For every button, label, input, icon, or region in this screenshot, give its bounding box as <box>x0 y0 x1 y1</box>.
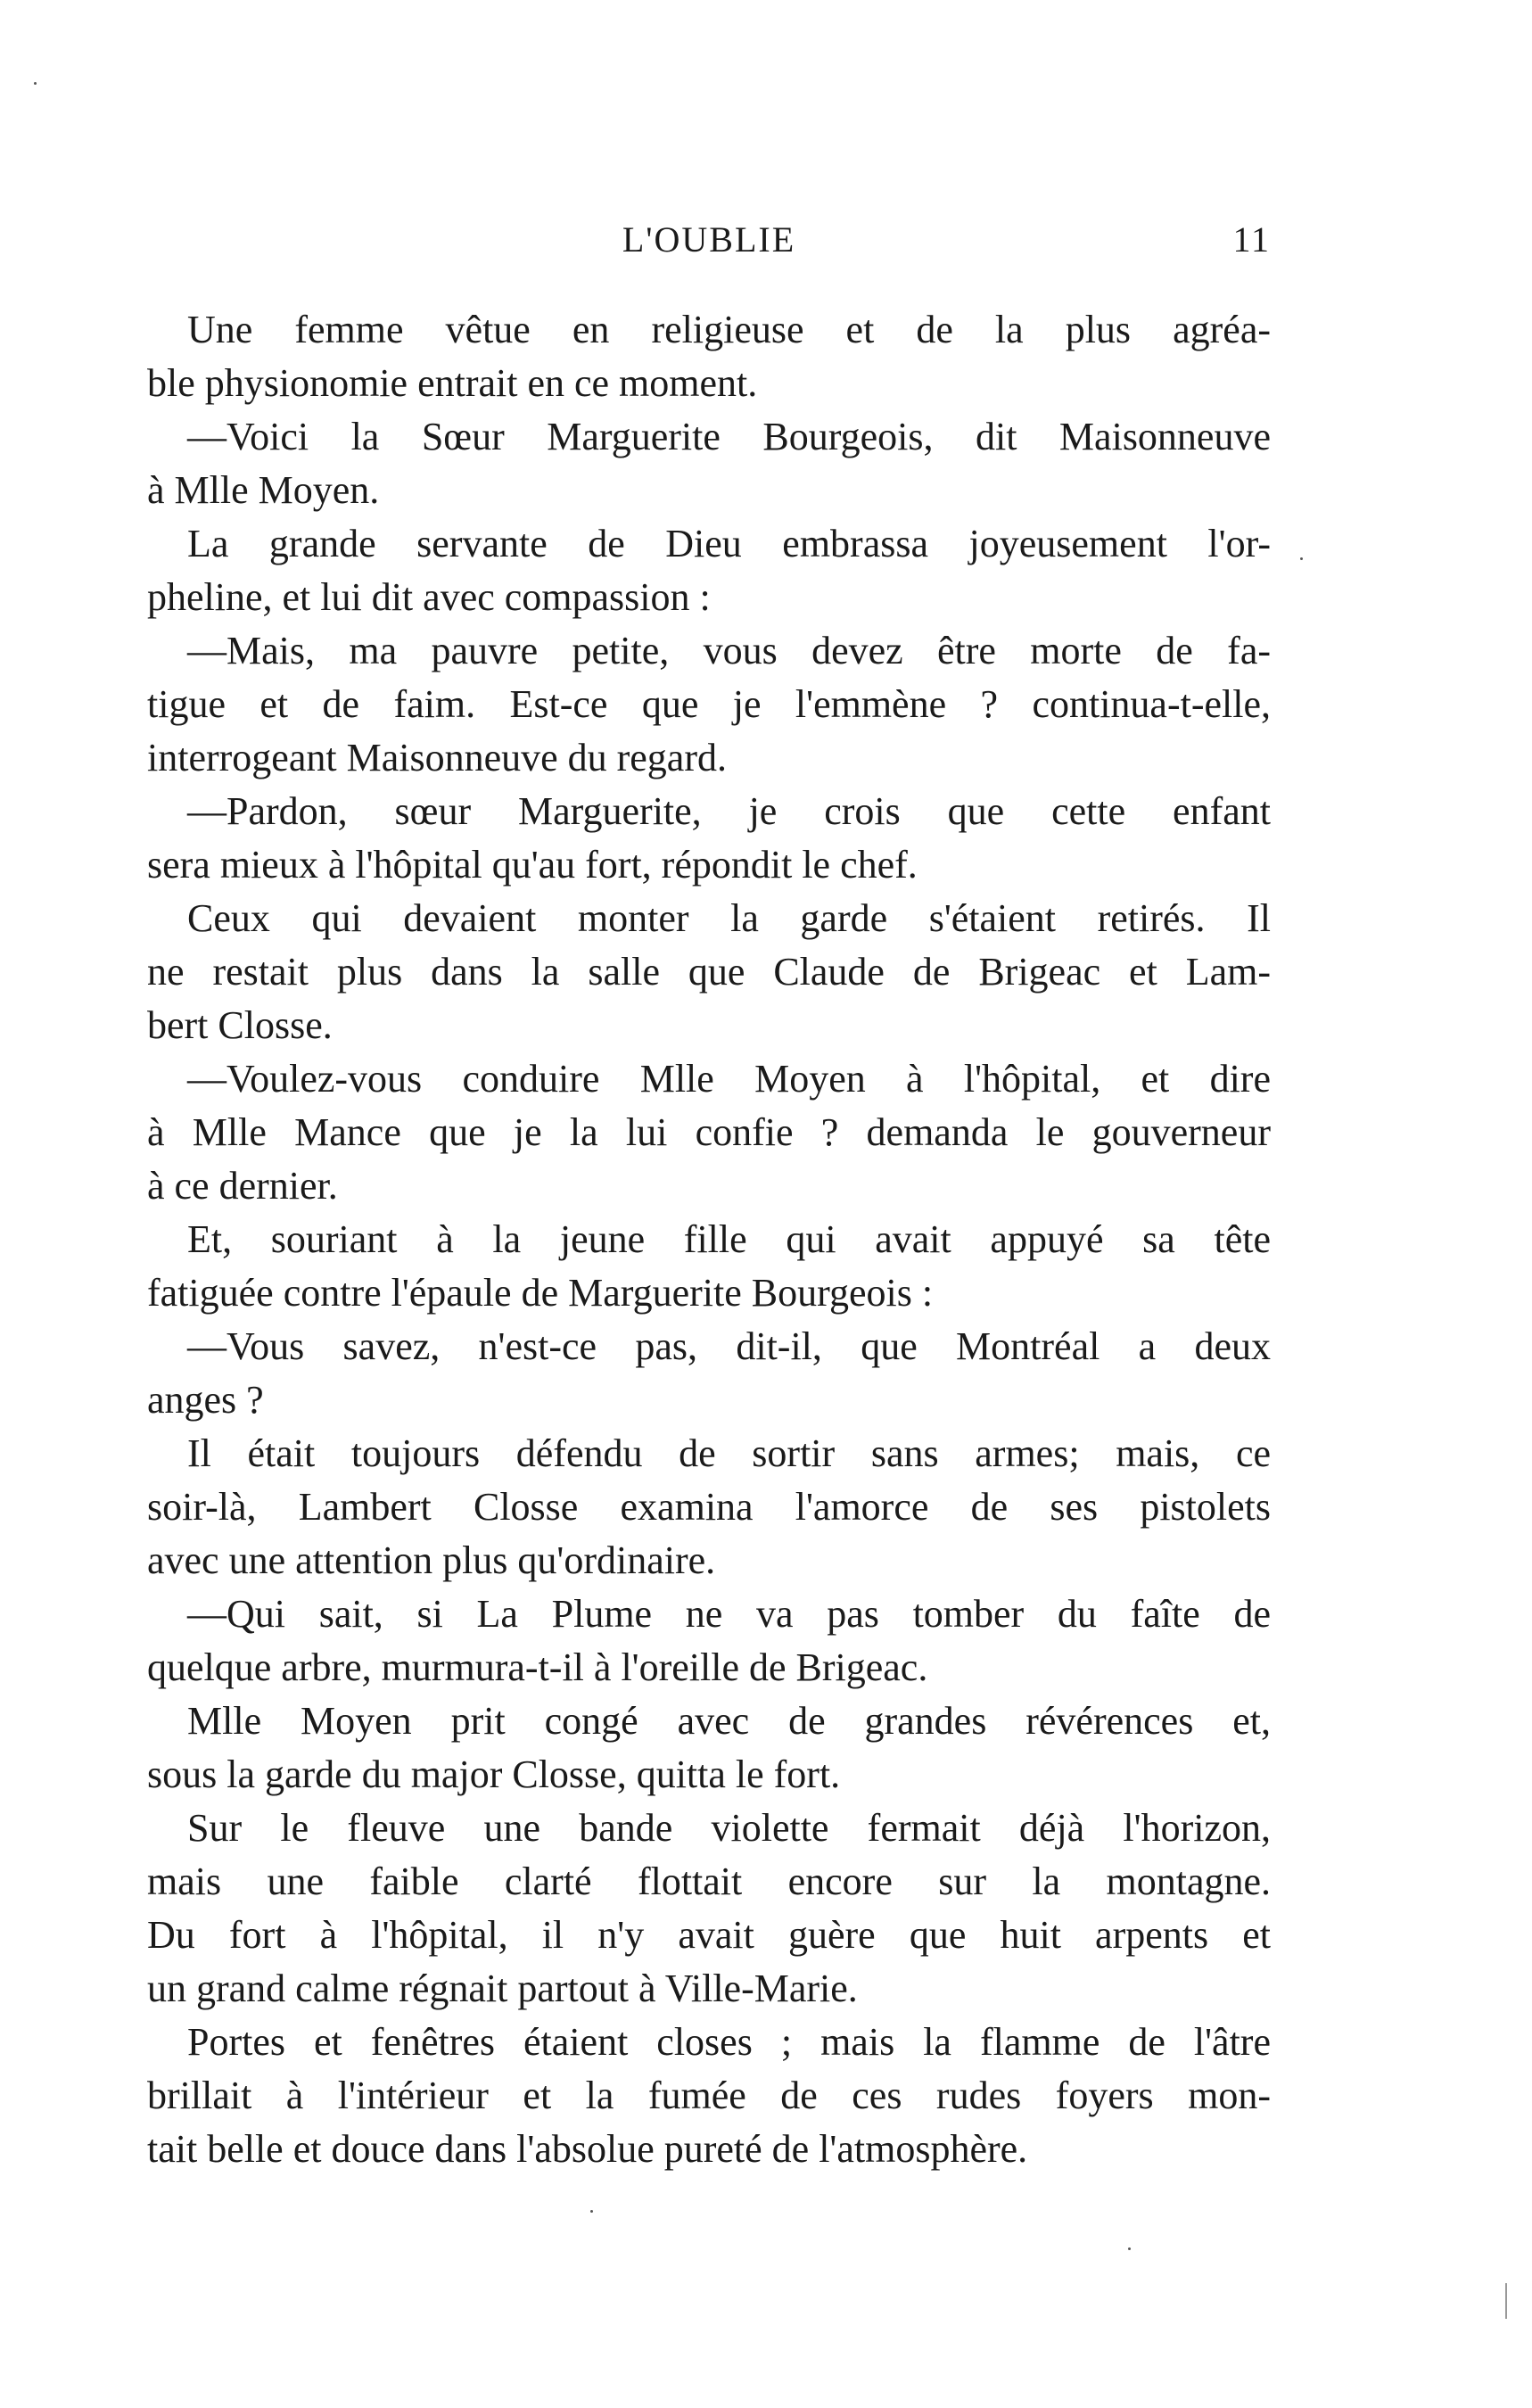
text-line: Du fort à l'hôpital, il n'y avait guère que huit arpents et <box>147 1913 1271 1957</box>
running-title: L'OUBLIE <box>622 219 796 260</box>
text-line: —Vous savez, n'est-ce pas, dit-il, que Montréal a deux <box>187 1324 1271 1368</box>
running-head <box>147 219 1271 272</box>
paragraph <box>147 2016 1271 2176</box>
text-line: —Voici la Sœur Marguerite Bourgeois, dit Maisonneuve <box>187 415 1271 458</box>
text-line: La grande servante de Dieu embrassa joyeusement l'or- <box>187 522 1271 565</box>
paragraph <box>147 517 1271 624</box>
text-line: à Mlle Mance que je la lui confie ? demanda le gouverneur <box>147 1110 1271 1154</box>
text-line: interrogeant Maisonneuve du regard. <box>147 736 727 779</box>
text-line: —Voulez-vous conduire Mlle Moyen à l'hôpital, et dire <box>187 1057 1271 1101</box>
text-line: un grand calme régnait partout à Ville-Marie. <box>147 1967 858 2010</box>
text-line: —Qui sait, si La Plume ne va pas tomber du faîte de <box>187 1592 1271 1636</box>
text-line: Il était toujours défendu de sortir sans armes; mais, ce <box>187 1431 1271 1475</box>
text-line: Ceux qui devaient monter la garde s'étaient retirés. Il <box>187 896 1271 940</box>
paragraph <box>147 1213 1271 1320</box>
text-line: tait belle et douce dans l'absolue pureté de l'atmosphère. <box>147 2127 1028 2171</box>
body-text <box>147 303 1271 2176</box>
text-line: fatiguée contre l'épaule de Marguerite Bourgeois : <box>147 1271 934 1315</box>
scan-speck <box>34 82 37 85</box>
text-line: sous la garde du major Closse, quitta le fort. <box>147 1752 841 1796</box>
paragraph <box>147 624 1271 785</box>
text-line: bert Closse. <box>147 1003 333 1047</box>
text-line: à Mlle Moyen. <box>147 468 380 512</box>
text-line: quelque arbre, murmura-t-il à l'oreille de Brigeac. <box>147 1645 928 1689</box>
scan-speck <box>1505 2283 1507 2319</box>
text-line: brillait à l'intérieur et la fumée de ces rudes foyers mon- <box>147 2074 1271 2117</box>
paragraph <box>147 1695 1271 1802</box>
text-line: —Mais, ma pauvre petite, vous devez être morte de fa- <box>187 629 1271 672</box>
text-line: Et, souriant à la jeune fille qui avait appuyé sa tête <box>187 1217 1271 1261</box>
paragraph <box>147 1802 1271 2016</box>
paragraph <box>147 1587 1271 1695</box>
paragraph <box>147 303 1271 410</box>
text-line: pheline, et lui dit avec compassion : <box>147 575 711 619</box>
scan-speck <box>590 2210 593 2213</box>
scan-speck <box>1128 2247 1131 2250</box>
paragraph <box>147 1052 1271 1213</box>
paragraph <box>147 1320 1271 1427</box>
text-line: tigue et de faim. Est-ce que je l'emmène ? continua-t-elle, <box>147 682 1271 726</box>
paragraph <box>147 1427 1271 1587</box>
text-line: Portes et fenêtres étaient closes ; mais la flamme de l'âtre <box>187 2020 1271 2064</box>
text-line: soir-là, Lambert Closse examina l'amorce de ses pistolets <box>147 1485 1271 1529</box>
scan-speck <box>1300 557 1303 560</box>
text-line: Une femme vêtue en religieuse et de la plus agréa- <box>187 308 1271 351</box>
text-line: avec une attention plus qu'ordinaire. <box>147 1538 716 1582</box>
text-line: à ce dernier. <box>147 1164 338 1208</box>
paragraph <box>147 892 1271 1052</box>
text-line: ne restait plus dans la salle que Claude de Brigeac et Lam- <box>147 950 1271 994</box>
page-number: 11 <box>1232 219 1271 260</box>
paragraph <box>147 410 1271 517</box>
paragraph <box>147 785 1271 892</box>
text-line: anges ? <box>147 1378 264 1422</box>
text-line: ble physionomie entrait en ce moment. <box>147 361 758 405</box>
text-line: mais une faible clarté flottait encore sur la montagne. <box>147 1860 1271 1903</box>
text-line: sera mieux à l'hôpital qu'au fort, répondit le chef. <box>147 843 918 887</box>
text-line: Sur le fleuve une bande violette fermait déjà l'horizon, <box>187 1806 1271 1850</box>
text-line: Mlle Moyen prit congé avec de grandes révérences et, <box>187 1699 1271 1743</box>
text-line: —Pardon, sœur Marguerite, je crois que cette enfant <box>187 789 1271 833</box>
